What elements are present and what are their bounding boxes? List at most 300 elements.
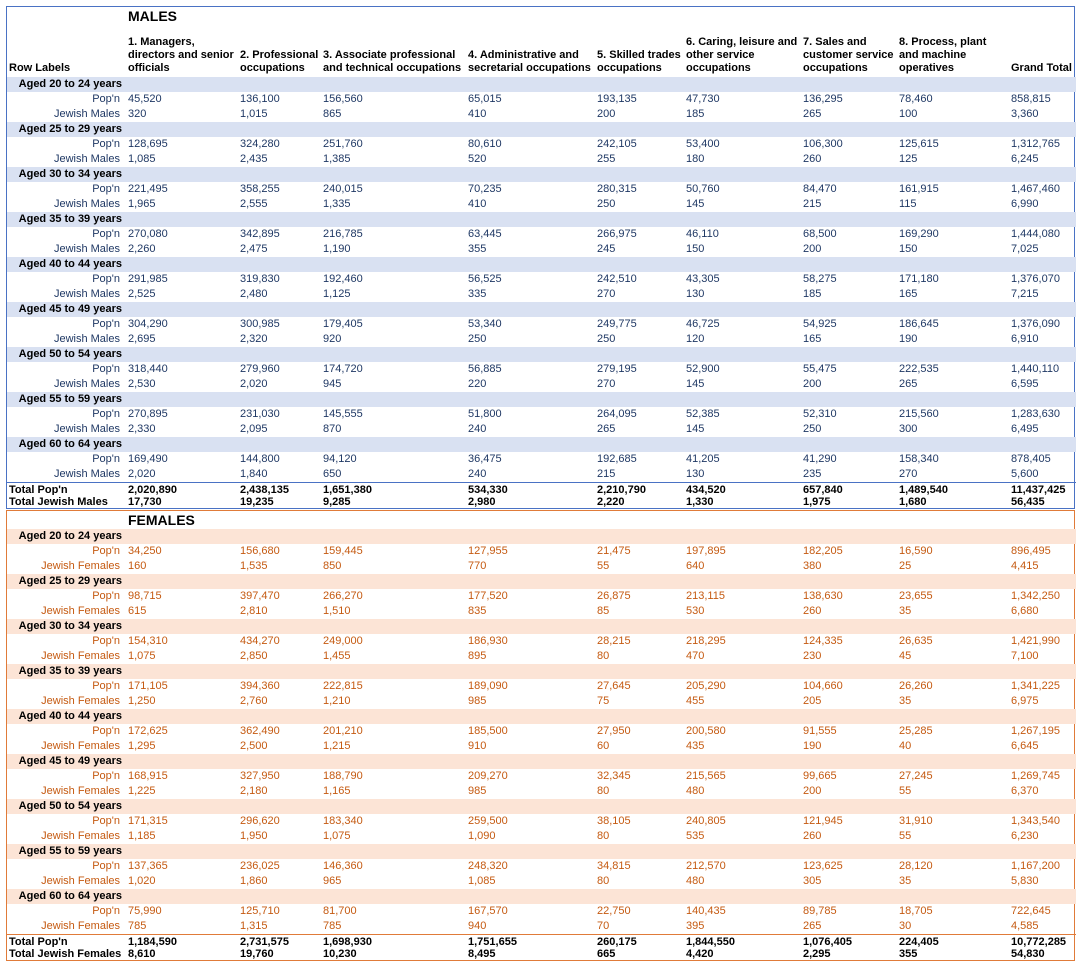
population-value[interactable]: 183,340 bbox=[323, 815, 363, 827]
jewish-value[interactable]: 1,840 bbox=[240, 468, 268, 480]
jewish-value[interactable]: 7,215 bbox=[1011, 288, 1039, 300]
population-value[interactable]: 1,376,090 bbox=[1011, 318, 1060, 330]
jewish-value[interactable]: 910 bbox=[468, 740, 487, 752]
jewish-value[interactable]: 965 bbox=[323, 875, 342, 887]
jewish-value[interactable]: 6,645 bbox=[1011, 740, 1039, 752]
population-value[interactable]: 231,030 bbox=[240, 408, 280, 420]
population-value[interactable]: 84,470 bbox=[803, 183, 837, 195]
jewish-value[interactable]: 2,180 bbox=[240, 785, 268, 797]
population-value[interactable]: 27,245 bbox=[899, 770, 933, 782]
jewish-value[interactable]: 215 bbox=[597, 468, 616, 480]
jewish-value[interactable]: 1,075 bbox=[323, 830, 351, 842]
population-value[interactable]: 394,360 bbox=[240, 680, 280, 692]
jewish-value[interactable]: 165 bbox=[899, 288, 918, 300]
age-group-label[interactable]: Aged 35 to 39 years bbox=[7, 212, 126, 227]
population-label[interactable]: Pop'n bbox=[92, 905, 120, 917]
total-population-value[interactable]: 1,844,550 bbox=[684, 934, 801, 947]
population-value[interactable]: 80,610 bbox=[468, 138, 502, 150]
jewish-value[interactable]: 1,185 bbox=[128, 830, 156, 842]
population-value[interactable]: 156,680 bbox=[240, 545, 280, 557]
jewish-value[interactable]: 6,975 bbox=[1011, 695, 1039, 707]
population-value[interactable]: 209,270 bbox=[468, 770, 508, 782]
jewish-value[interactable]: 535 bbox=[686, 830, 705, 842]
jewish-value[interactable]: 2,435 bbox=[240, 153, 268, 165]
jewish-value[interactable]: 640 bbox=[686, 560, 705, 572]
age-group-label[interactable]: Aged 20 to 24 years bbox=[7, 77, 126, 92]
jewish-value[interactable]: 35 bbox=[899, 605, 912, 617]
jewish-value[interactable]: 870 bbox=[323, 423, 342, 435]
jewish-value[interactable]: 55 bbox=[597, 560, 610, 572]
jewish-value[interactable]: 335 bbox=[468, 288, 487, 300]
population-value[interactable]: 1,421,990 bbox=[1011, 635, 1060, 647]
population-value[interactable]: 138,630 bbox=[803, 590, 843, 602]
population-value[interactable]: 171,180 bbox=[899, 273, 939, 285]
jewish-value[interactable]: 80 bbox=[597, 785, 610, 797]
total-jewish-value[interactable]: 8,610 bbox=[128, 948, 156, 960]
population-value[interactable]: 222,535 bbox=[899, 363, 939, 375]
age-group-label[interactable]: Aged 50 to 54 years bbox=[7, 347, 126, 362]
population-value[interactable]: 266,975 bbox=[597, 228, 637, 240]
jewish-value[interactable]: 2,500 bbox=[240, 740, 268, 752]
population-value[interactable]: 193,135 bbox=[597, 93, 637, 105]
jewish-value[interactable]: 2,260 bbox=[128, 243, 156, 255]
population-value[interactable]: 28,215 bbox=[597, 635, 631, 647]
total-jewish-label[interactable]: Total Jewish Females bbox=[9, 948, 122, 960]
population-value[interactable]: 99,665 bbox=[803, 770, 837, 782]
population-value[interactable]: 16,590 bbox=[899, 545, 933, 557]
jewish-value[interactable]: 40 bbox=[899, 740, 912, 752]
jewish-label[interactable]: Jewish Females bbox=[41, 875, 120, 887]
jewish-value[interactable]: 185 bbox=[803, 288, 822, 300]
jewish-value[interactable]: 250 bbox=[468, 333, 487, 345]
population-value[interactable]: 171,105 bbox=[128, 680, 168, 692]
column-header[interactable]: 5. Skilled trades occupations bbox=[597, 49, 681, 74]
jewish-value[interactable]: 1,535 bbox=[240, 560, 268, 572]
population-value[interactable]: 154,310 bbox=[128, 635, 168, 647]
population-value[interactable]: 397,470 bbox=[240, 590, 280, 602]
total-population-value[interactable]: 1,076,405 bbox=[801, 934, 897, 947]
jewish-value[interactable]: 200 bbox=[803, 243, 822, 255]
jewish-label[interactable]: Jewish Males bbox=[53, 288, 120, 300]
total-jewish-value[interactable]: 8,495 bbox=[468, 948, 496, 960]
jewish-value[interactable]: 2,475 bbox=[240, 243, 268, 255]
jewish-value[interactable]: 480 bbox=[686, 875, 705, 887]
jewish-value[interactable]: 435 bbox=[686, 740, 705, 752]
jewish-value[interactable]: 260 bbox=[803, 153, 822, 165]
jewish-value[interactable]: 200 bbox=[597, 108, 616, 120]
jewish-value[interactable]: 45 bbox=[899, 650, 912, 662]
population-label[interactable]: Pop'n bbox=[92, 363, 120, 375]
population-value[interactable]: 169,490 bbox=[128, 453, 168, 465]
population-label[interactable]: Pop'n bbox=[92, 408, 120, 420]
age-group-label[interactable]: Aged 60 to 64 years bbox=[7, 437, 126, 452]
total-jewish-value[interactable]: 2,295 bbox=[803, 948, 831, 960]
jewish-value[interactable]: 1,385 bbox=[323, 153, 351, 165]
total-jewish-value[interactable]: 4,420 bbox=[686, 948, 714, 960]
jewish-value[interactable]: 200 bbox=[803, 785, 822, 797]
population-value[interactable]: 1,343,540 bbox=[1011, 815, 1060, 827]
age-group-label[interactable]: Aged 30 to 34 years bbox=[7, 167, 126, 182]
jewish-value[interactable]: 80 bbox=[597, 830, 610, 842]
column-header[interactable]: 1. Managers, directors and senior officials bbox=[128, 36, 234, 74]
jewish-value[interactable]: 160 bbox=[128, 560, 147, 572]
jewish-value[interactable]: 355 bbox=[468, 243, 487, 255]
jewish-value[interactable]: 615 bbox=[128, 605, 147, 617]
jewish-value[interactable]: 2,480 bbox=[240, 288, 268, 300]
jewish-value[interactable]: 7,025 bbox=[1011, 243, 1039, 255]
population-value[interactable]: 94,120 bbox=[323, 453, 357, 465]
jewish-value[interactable]: 1,225 bbox=[128, 785, 156, 797]
jewish-label[interactable]: Jewish Females bbox=[41, 560, 120, 572]
jewish-label[interactable]: Jewish Males bbox=[53, 198, 120, 210]
jewish-value[interactable]: 6,910 bbox=[1011, 333, 1039, 345]
population-value[interactable]: 1,467,460 bbox=[1011, 183, 1060, 195]
population-value[interactable]: 63,445 bbox=[468, 228, 502, 240]
population-value[interactable]: 25,285 bbox=[899, 725, 933, 737]
jewish-value[interactable]: 2,020 bbox=[240, 378, 268, 390]
population-value[interactable]: 240,805 bbox=[686, 815, 726, 827]
jewish-value[interactable]: 30 bbox=[899, 920, 912, 932]
population-label[interactable]: Pop'n bbox=[92, 138, 120, 150]
population-value[interactable]: 242,105 bbox=[597, 138, 637, 150]
age-group-label[interactable]: Aged 55 to 59 years bbox=[7, 392, 126, 407]
age-group-label[interactable]: Aged 30 to 34 years bbox=[7, 619, 126, 634]
population-label[interactable]: Pop'n bbox=[92, 725, 120, 737]
population-value[interactable]: 26,635 bbox=[899, 635, 933, 647]
population-value[interactable]: 186,645 bbox=[899, 318, 939, 330]
population-value[interactable]: 1,269,745 bbox=[1011, 770, 1060, 782]
population-value[interactable]: 146,360 bbox=[323, 860, 363, 872]
population-value[interactable]: 300,985 bbox=[240, 318, 280, 330]
jewish-value[interactable]: 145 bbox=[686, 378, 705, 390]
jewish-label[interactable]: Jewish Females bbox=[41, 920, 120, 932]
total-population-value[interactable]: 657,840 bbox=[801, 482, 897, 495]
jewish-value[interactable]: 265 bbox=[597, 423, 616, 435]
population-value[interactable]: 185,500 bbox=[468, 725, 508, 737]
population-value[interactable]: 1,440,110 bbox=[1011, 363, 1060, 375]
population-value[interactable]: 169,290 bbox=[899, 228, 939, 240]
row-labels-header[interactable]: Row Labels bbox=[9, 62, 71, 74]
total-jewish-value[interactable]: 1,975 bbox=[803, 496, 831, 508]
population-value[interactable]: 26,875 bbox=[597, 590, 631, 602]
jewish-value[interactable]: 1,125 bbox=[323, 288, 351, 300]
population-value[interactable]: 47,730 bbox=[686, 93, 720, 105]
jewish-value[interactable]: 6,230 bbox=[1011, 830, 1039, 842]
jewish-label[interactable]: Jewish Males bbox=[53, 153, 120, 165]
population-value[interactable]: 53,340 bbox=[468, 318, 502, 330]
jewish-value[interactable]: 200 bbox=[803, 378, 822, 390]
population-value[interactable]: 249,000 bbox=[323, 635, 363, 647]
population-value[interactable]: 156,560 bbox=[323, 93, 363, 105]
population-value[interactable]: 54,925 bbox=[803, 318, 837, 330]
population-label[interactable]: Pop'n bbox=[92, 815, 120, 827]
jewish-value[interactable]: 410 bbox=[468, 198, 487, 210]
jewish-value[interactable]: 395 bbox=[686, 920, 705, 932]
population-label[interactable]: Pop'n bbox=[92, 680, 120, 692]
jewish-value[interactable]: 270 bbox=[597, 288, 616, 300]
population-value[interactable]: 31,910 bbox=[899, 815, 933, 827]
population-value[interactable]: 144,800 bbox=[240, 453, 280, 465]
jewish-value[interactable]: 985 bbox=[468, 695, 487, 707]
population-value[interactable]: 242,510 bbox=[597, 273, 637, 285]
population-value[interactable]: 279,960 bbox=[240, 363, 280, 375]
population-value[interactable]: 1,283,630 bbox=[1011, 408, 1060, 420]
age-group-label[interactable]: Aged 25 to 29 years bbox=[7, 122, 126, 137]
population-value[interactable]: 51,800 bbox=[468, 408, 502, 420]
jewish-value[interactable]: 80 bbox=[597, 875, 610, 887]
jewish-value[interactable]: 130 bbox=[686, 468, 705, 480]
jewish-value[interactable]: 120 bbox=[686, 333, 705, 345]
jewish-value[interactable]: 260 bbox=[803, 830, 822, 842]
age-group-label[interactable]: Aged 60 to 64 years bbox=[7, 889, 126, 904]
total-jewish-value[interactable]: 2,980 bbox=[468, 496, 496, 508]
jewish-label[interactable]: Jewish Females bbox=[41, 785, 120, 797]
jewish-value[interactable]: 945 bbox=[323, 378, 342, 390]
age-group-label[interactable]: Aged 45 to 49 years bbox=[7, 754, 126, 769]
population-label[interactable]: Pop'n bbox=[92, 860, 120, 872]
population-value[interactable]: 215,560 bbox=[899, 408, 939, 420]
population-label[interactable]: Pop'n bbox=[92, 93, 120, 105]
jewish-value[interactable]: 6,370 bbox=[1011, 785, 1039, 797]
population-value[interactable]: 140,435 bbox=[686, 905, 726, 917]
jewish-value[interactable]: 240 bbox=[468, 423, 487, 435]
total-population-value[interactable]: 2,210,790 bbox=[595, 482, 684, 495]
age-group-label[interactable]: Aged 35 to 39 years bbox=[7, 664, 126, 679]
jewish-label[interactable]: Jewish Females bbox=[41, 605, 120, 617]
jewish-label[interactable]: Jewish Males bbox=[53, 423, 120, 435]
column-header[interactable]: Grand Total bbox=[1011, 62, 1072, 74]
total-jewish-value[interactable]: 19,760 bbox=[240, 948, 274, 960]
population-label[interactable]: Pop'n bbox=[92, 545, 120, 557]
jewish-label[interactable]: Jewish Males bbox=[53, 108, 120, 120]
jewish-value[interactable]: 1,860 bbox=[240, 875, 268, 887]
population-value[interactable]: 192,460 bbox=[323, 273, 363, 285]
population-value[interactable]: 222,815 bbox=[323, 680, 363, 692]
jewish-value[interactable]: 1,455 bbox=[323, 650, 351, 662]
total-jewish-value[interactable]: 1,680 bbox=[899, 496, 927, 508]
population-value[interactable]: 218,295 bbox=[686, 635, 726, 647]
population-value[interactable]: 46,110 bbox=[686, 228, 719, 240]
total-jewish-value[interactable]: 1,330 bbox=[686, 496, 714, 508]
population-value[interactable]: 34,250 bbox=[128, 545, 162, 557]
jewish-label[interactable]: Jewish Males bbox=[53, 243, 120, 255]
jewish-value[interactable]: 185 bbox=[686, 108, 705, 120]
jewish-value[interactable]: 55 bbox=[899, 830, 912, 842]
jewish-value[interactable]: 380 bbox=[803, 560, 822, 572]
column-header[interactable]: 4. Administrative and secretarial occupations bbox=[468, 49, 591, 74]
population-value[interactable]: 36,475 bbox=[468, 453, 502, 465]
age-group-label[interactable]: Aged 40 to 44 years bbox=[7, 709, 126, 724]
jewish-value[interactable]: 70 bbox=[597, 920, 610, 932]
population-value[interactable]: 174,720 bbox=[323, 363, 363, 375]
jewish-value[interactable]: 785 bbox=[323, 920, 342, 932]
jewish-value[interactable]: 230 bbox=[803, 650, 822, 662]
jewish-value[interactable]: 650 bbox=[323, 468, 342, 480]
jewish-value[interactable]: 235 bbox=[803, 468, 822, 480]
population-value[interactable]: 280,315 bbox=[597, 183, 637, 195]
population-value[interactable]: 279,195 bbox=[597, 363, 637, 375]
population-value[interactable]: 259,500 bbox=[468, 815, 508, 827]
population-value[interactable]: 121,945 bbox=[803, 815, 843, 827]
population-value[interactable]: 215,565 bbox=[686, 770, 726, 782]
population-value[interactable]: 58,275 bbox=[803, 273, 837, 285]
jewish-label[interactable]: Jewish Males bbox=[53, 378, 120, 390]
population-value[interactable]: 75,990 bbox=[128, 905, 162, 917]
jewish-value[interactable]: 2,555 bbox=[240, 198, 268, 210]
population-value[interactable]: 46,725 bbox=[686, 318, 720, 330]
jewish-value[interactable]: 920 bbox=[323, 333, 342, 345]
jewish-value[interactable]: 1,085 bbox=[468, 875, 496, 887]
age-group-label[interactable]: Aged 50 to 54 years bbox=[7, 799, 126, 814]
population-value[interactable]: 240,015 bbox=[323, 183, 363, 195]
population-value[interactable]: 127,955 bbox=[468, 545, 508, 557]
population-value[interactable]: 168,915 bbox=[128, 770, 168, 782]
population-value[interactable]: 38,105 bbox=[597, 815, 631, 827]
jewish-value[interactable]: 410 bbox=[468, 108, 487, 120]
jewish-value[interactable]: 2,760 bbox=[240, 695, 268, 707]
population-value[interactable]: 167,570 bbox=[468, 905, 508, 917]
population-value[interactable]: 192,685 bbox=[597, 453, 637, 465]
jewish-value[interactable]: 1,015 bbox=[240, 108, 268, 120]
population-value[interactable]: 291,985 bbox=[128, 273, 168, 285]
jewish-value[interactable]: 85 bbox=[597, 605, 610, 617]
population-value[interactable]: 213,115 bbox=[686, 590, 725, 602]
population-value[interactable]: 81,700 bbox=[323, 905, 357, 917]
age-group-label[interactable]: Aged 20 to 24 years bbox=[7, 529, 126, 544]
population-value[interactable]: 270,080 bbox=[128, 228, 168, 240]
jewish-value[interactable]: 305 bbox=[803, 875, 822, 887]
population-value[interactable]: 98,715 bbox=[128, 590, 162, 602]
jewish-value[interactable]: 1,085 bbox=[128, 153, 156, 165]
population-value[interactable]: 1,342,250 bbox=[1011, 590, 1060, 602]
jewish-value[interactable]: 940 bbox=[468, 920, 487, 932]
jewish-value[interactable]: 190 bbox=[803, 740, 822, 752]
population-value[interactable]: 172,625 bbox=[128, 725, 168, 737]
population-value[interactable]: 28,120 bbox=[899, 860, 933, 872]
jewish-value[interactable]: 1,215 bbox=[323, 740, 351, 752]
jewish-value[interactable]: 215 bbox=[803, 198, 822, 210]
jewish-label[interactable]: Jewish Females bbox=[41, 650, 120, 662]
jewish-value[interactable]: 7,100 bbox=[1011, 650, 1039, 662]
jewish-value[interactable]: 55 bbox=[899, 785, 912, 797]
jewish-value[interactable]: 6,680 bbox=[1011, 605, 1039, 617]
jewish-value[interactable]: 250 bbox=[597, 333, 616, 345]
population-value[interactable]: 200,580 bbox=[686, 725, 726, 737]
total-jewish-label[interactable]: Total Jewish Males bbox=[9, 496, 108, 508]
jewish-value[interactable]: 205 bbox=[803, 695, 822, 707]
population-value[interactable]: 296,620 bbox=[240, 815, 280, 827]
jewish-value[interactable]: 75 bbox=[597, 695, 610, 707]
population-value[interactable]: 216,785 bbox=[323, 228, 363, 240]
jewish-value[interactable]: 3,360 bbox=[1011, 108, 1039, 120]
jewish-label[interactable]: Jewish Males bbox=[53, 468, 120, 480]
population-value[interactable]: 32,345 bbox=[597, 770, 631, 782]
jewish-value[interactable]: 1,165 bbox=[323, 785, 351, 797]
total-population-value[interactable]: 1,489,540 bbox=[897, 482, 1009, 495]
total-jewish-value[interactable]: 54,830 bbox=[1011, 948, 1045, 960]
population-value[interactable]: 205,290 bbox=[686, 680, 726, 692]
population-value[interactable]: 236,025 bbox=[240, 860, 280, 872]
population-value[interactable]: 249,775 bbox=[597, 318, 637, 330]
population-value[interactable]: 1,312,765 bbox=[1011, 138, 1060, 150]
total-jewish-value[interactable]: 10,230 bbox=[323, 948, 357, 960]
jewish-value[interactable]: 130 bbox=[686, 288, 705, 300]
population-value[interactable]: 1,341,225 bbox=[1011, 680, 1060, 692]
population-value[interactable]: 43,305 bbox=[686, 273, 720, 285]
total-population-value[interactable]: 534,330 bbox=[466, 482, 595, 495]
total-jewish-value[interactable]: 665 bbox=[597, 948, 616, 960]
total-population-value[interactable]: 11,437,425 bbox=[1009, 482, 1076, 495]
age-group-label[interactable]: Aged 55 to 59 years bbox=[7, 844, 126, 859]
column-header[interactable]: 7. Sales and customer service occupations bbox=[803, 36, 894, 74]
population-value[interactable]: 177,520 bbox=[468, 590, 508, 602]
population-value[interactable]: 18,705 bbox=[899, 905, 933, 917]
population-value[interactable]: 55,475 bbox=[803, 363, 837, 375]
population-value[interactable]: 186,930 bbox=[468, 635, 508, 647]
population-value[interactable]: 91,555 bbox=[803, 725, 837, 737]
total-population-value[interactable]: 1,184,590 bbox=[126, 934, 238, 947]
total-population-value[interactable]: 2,731,575 bbox=[238, 934, 321, 947]
population-value[interactable]: 858,815 bbox=[1011, 93, 1051, 105]
jewish-value[interactable]: 100 bbox=[899, 108, 918, 120]
population-value[interactable]: 318,440 bbox=[128, 363, 168, 375]
population-value[interactable]: 161,915 bbox=[899, 183, 939, 195]
population-value[interactable]: 136,295 bbox=[803, 93, 843, 105]
population-value[interactable]: 270,895 bbox=[128, 408, 168, 420]
total-jewish-value[interactable]: 355 bbox=[899, 948, 918, 960]
population-value[interactable]: 137,365 bbox=[128, 860, 168, 872]
jewish-value[interactable]: 1,020 bbox=[128, 875, 156, 887]
jewish-value[interactable]: 520 bbox=[468, 153, 487, 165]
population-value[interactable]: 89,785 bbox=[803, 905, 837, 917]
jewish-value[interactable]: 835 bbox=[468, 605, 487, 617]
jewish-value[interactable]: 1,295 bbox=[128, 740, 156, 752]
population-value[interactable]: 70,235 bbox=[468, 183, 502, 195]
population-value[interactable]: 358,255 bbox=[240, 183, 280, 195]
population-value[interactable]: 34,815 bbox=[597, 860, 631, 872]
population-value[interactable]: 212,570 bbox=[686, 860, 726, 872]
population-value[interactable]: 52,900 bbox=[686, 363, 720, 375]
column-header[interactable]: 8. Process, plant and machine operatives bbox=[899, 36, 987, 74]
jewish-value[interactable]: 300 bbox=[899, 423, 918, 435]
population-value[interactable]: 106,300 bbox=[803, 138, 843, 150]
jewish-label[interactable]: Jewish Males bbox=[53, 333, 120, 345]
jewish-label[interactable]: Jewish Females bbox=[41, 695, 120, 707]
jewish-value[interactable]: 250 bbox=[803, 423, 822, 435]
jewish-value[interactable]: 1,250 bbox=[128, 695, 156, 707]
population-label[interactable]: Pop'n bbox=[92, 228, 120, 240]
population-value[interactable]: 22,750 bbox=[597, 905, 631, 917]
jewish-value[interactable]: 455 bbox=[686, 695, 705, 707]
total-jewish-value[interactable]: 19,235 bbox=[240, 496, 274, 508]
jewish-value[interactable]: 865 bbox=[323, 108, 342, 120]
population-value[interactable]: 1,167,200 bbox=[1011, 860, 1060, 872]
age-group-label[interactable]: Aged 45 to 49 years bbox=[7, 302, 126, 317]
population-value[interactable]: 319,830 bbox=[240, 273, 280, 285]
jewish-value[interactable]: 985 bbox=[468, 785, 487, 797]
total-population-value[interactable]: 224,405 bbox=[897, 934, 1009, 947]
population-value[interactable]: 136,100 bbox=[240, 93, 280, 105]
population-value[interactable]: 53,400 bbox=[686, 138, 720, 150]
population-value[interactable]: 197,895 bbox=[686, 545, 726, 557]
population-value[interactable]: 23,655 bbox=[899, 590, 933, 602]
jewish-value[interactable]: 150 bbox=[899, 243, 918, 255]
jewish-value[interactable]: 265 bbox=[899, 378, 918, 390]
jewish-value[interactable]: 80 bbox=[597, 650, 610, 662]
jewish-value[interactable]: 240 bbox=[468, 468, 487, 480]
jewish-value[interactable]: 2,695 bbox=[128, 333, 156, 345]
population-label[interactable]: Pop'n bbox=[92, 635, 120, 647]
